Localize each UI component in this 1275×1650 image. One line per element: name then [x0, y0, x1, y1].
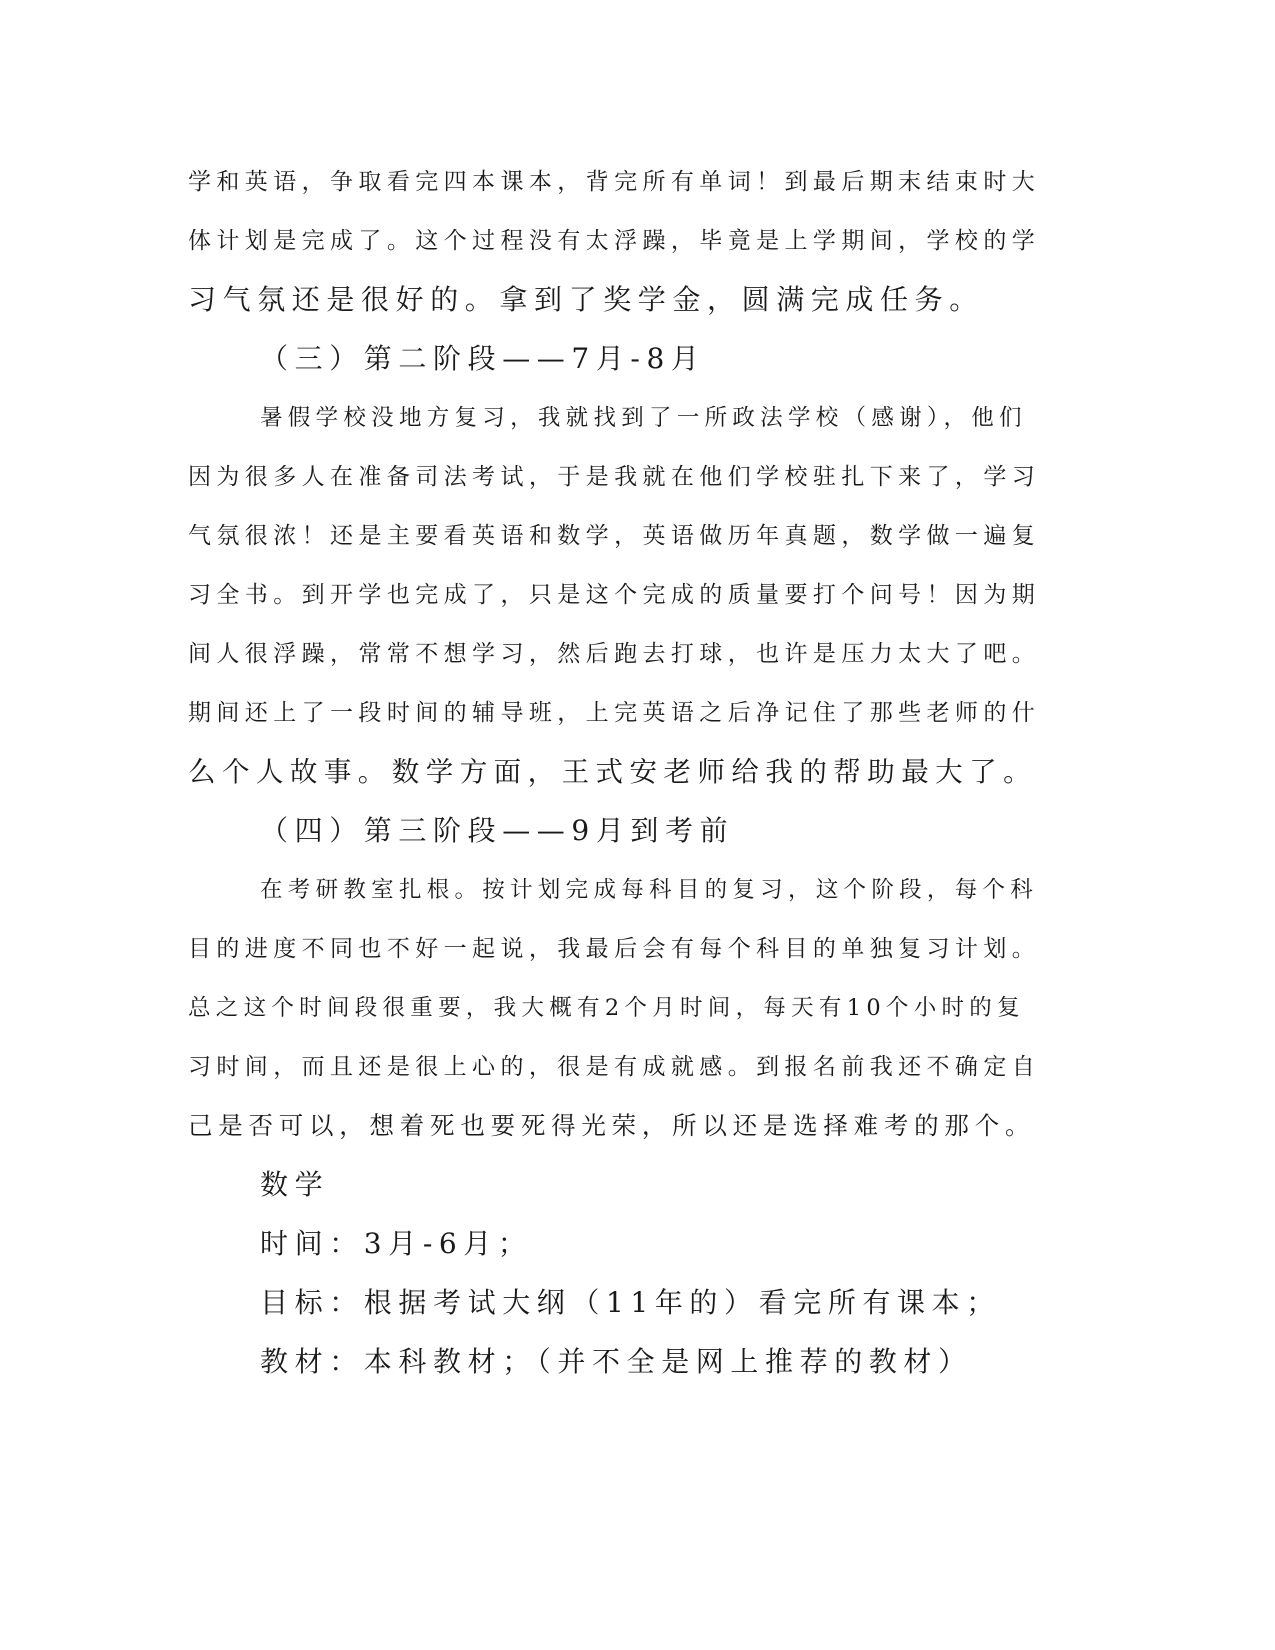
paragraph-line: 总之这个时间段很重要，我大概有2个月时间，每天有10个小时的复 [188, 995, 1025, 1021]
paragraph-line: 么个人故事。数学方面，王式安老师给我的帮助最大了。 [188, 756, 1038, 788]
paragraph-line: 期间还上了一段时间的辅导班，上完英语之后净记住了那些老师的什 [188, 700, 1041, 726]
paragraph-line: 因为很多人在准备司法考试，于是我就在他们学校驻扎下来了，学习 [188, 464, 1041, 490]
paragraph-line: 目的进度不同也不好一起说，我最后会有每个科目的单独复习计划。 [188, 936, 1041, 962]
paragraph-line: 气氛很浓！还是主要看英语和数学，英语做历年真题，数学做一遍复 [188, 523, 1041, 549]
paragraph-line: 习时间，而且还是很上心的，很是有成就感。到报名前我还不确定自 [188, 1054, 1041, 1080]
paragraph-line: 体计划是完成了。这个过程没有太浮躁，毕竟是上学期间，学校的学 [188, 228, 1041, 254]
section-heading-4: （四）第三阶段——9月到考前 [260, 814, 735, 847]
section-heading-3: （三）第二阶段——7月-8月 [260, 342, 706, 375]
paragraph-line: 学和英语，争取看完四本课本，背完所有单词！到最后期末结束时大 [188, 169, 1041, 195]
math-goal: 目标：根据考试大纲（11年的）看完所有课本； [260, 1286, 1001, 1319]
paragraph-line: 间人很浮躁，常常不想学习，然后跑去打球，也许是压力太大了吧。 [188, 641, 1041, 667]
paragraph-line: 习气氛还是很好的。拿到了奖学金，圆满完成任务。 [188, 283, 984, 316]
math-time: 时间：3月-6月； [260, 1227, 533, 1260]
math-title: 数学 [260, 1168, 330, 1201]
paragraph-line: 习全书。到开学也完成了，只是这个完成的质量要打个问号！因为期 [188, 582, 1041, 608]
paragraph-line: 在考研教室扎根。按计划完成每科目的复习，这个阶段，每个科 [260, 877, 1039, 903]
paragraph-line: 暑假学校没地方复习，我就找到了一所政法学校（感谢），他们 [260, 405, 1027, 431]
math-material: 教材：本科教材；（并不全是网上推荐的教材） [260, 1345, 973, 1378]
paragraph-line: 己是否可以，想着死也要死得光荣，所以还是选择难考的那个。 [188, 1111, 1036, 1140]
